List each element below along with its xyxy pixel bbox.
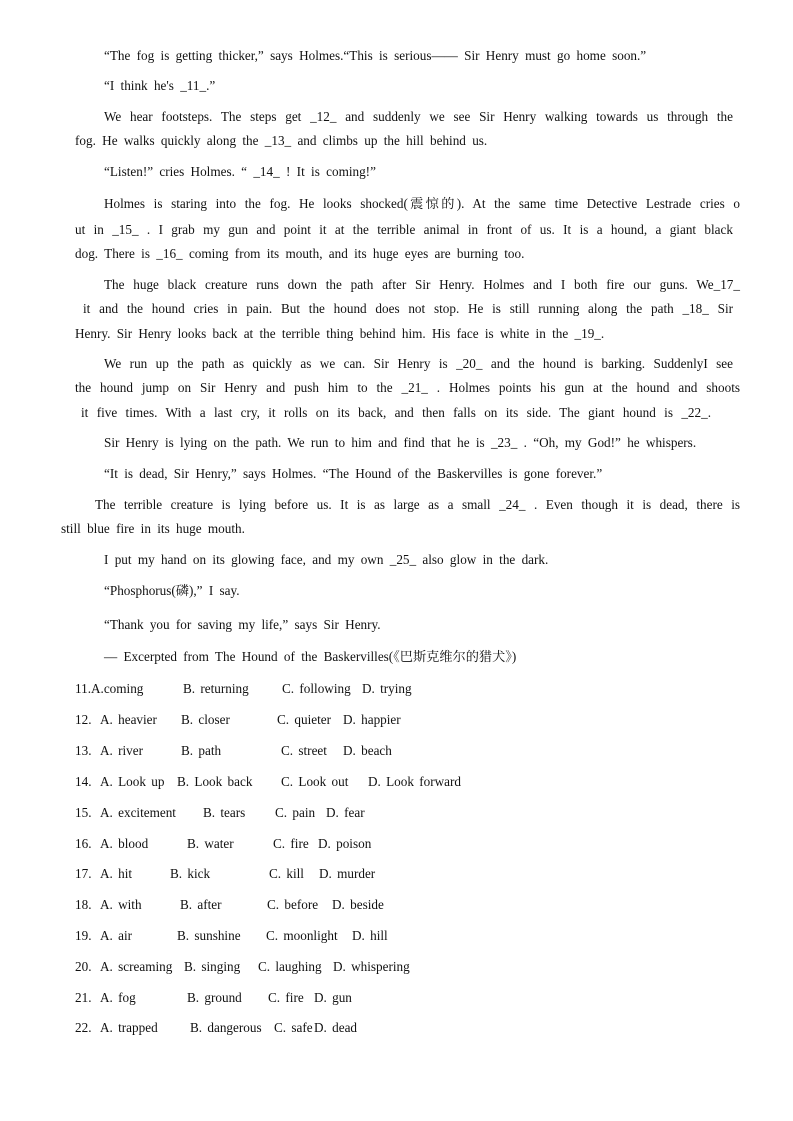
option-c: C. following: [282, 681, 351, 696]
passage-line: I put my hand on its glowing face, and my own _25_ also glow in the dark.: [104, 552, 549, 567]
option-d: D. murder: [319, 866, 376, 881]
option-c: C. laughing: [258, 959, 322, 974]
option-b: B. returning: [183, 681, 249, 696]
question-number: 22.: [75, 1020, 92, 1035]
question-number: 13.: [75, 743, 92, 758]
question-number: 16.: [75, 836, 92, 851]
option-b: B. ground: [187, 990, 242, 1005]
question-number: 20.: [75, 959, 92, 974]
option-a: A. with: [100, 897, 142, 912]
option-d: D. fear: [326, 805, 365, 820]
option-d: D. whispering: [333, 959, 410, 974]
option-c: C. street: [281, 743, 327, 758]
option-a: A. excitement: [100, 805, 176, 820]
option-c: C. before: [267, 897, 319, 912]
option-c: C. moonlight: [266, 928, 338, 943]
passage-line: “Thank you for saving my life,” says Sir Henry.: [104, 617, 381, 632]
option-a: A. heavier: [100, 712, 157, 727]
option-a: 11.A.coming: [75, 681, 144, 696]
source-citation: — Excerpted from The Hound of the Baskervilles(《巴斯克维尔的猎犬》): [104, 649, 517, 664]
passage-line: Henry. Sir Henry looks back at the terrible thing behind him. His face is white in the _19_.: [75, 326, 605, 341]
option-d: D. trying: [362, 681, 412, 696]
question-number: 11.: [75, 681, 91, 696]
passage-line: “Phosphorus(磷),” I say.: [104, 583, 240, 598]
option-b: B. dangerous: [190, 1020, 262, 1035]
option-b: B. closer: [181, 712, 230, 727]
option-d: D. gun: [314, 990, 352, 1005]
option-b: B. water: [187, 836, 234, 851]
passage-line: the hound jump on Sir Henry and push him to the _21_ . Holmes points his gun at the hound and shoots: [75, 380, 740, 395]
option-a: A. fog: [100, 990, 136, 1005]
question-number: 19.: [75, 928, 92, 943]
option-c: C. safe: [274, 1020, 313, 1035]
option-c: C. fire: [268, 990, 304, 1005]
option-b: B. singing: [184, 959, 241, 974]
option-d: D. dead: [314, 1020, 358, 1035]
passage-line: Sir Henry is lying on the path. We run to him and find that he is _23_ . “Oh, my God!” he whispers.: [104, 435, 697, 450]
passage-line: “I think he's _11_.”: [104, 78, 216, 93]
option-a: A. trapped: [100, 1020, 158, 1035]
passage-line: Holmes is staring into the fog. He looks shocked(震惊的). At the same time Detective Lestrade cries o: [104, 196, 740, 211]
option-c: C. pain: [275, 805, 316, 820]
option-a: A. blood: [100, 836, 149, 851]
option-b: B. tears: [203, 805, 246, 820]
option-a: A. air: [100, 928, 133, 943]
question-number: 14.: [75, 774, 92, 789]
passage-line: fog. He walks quickly along the _13_ and climbs up the hill behind us.: [75, 133, 488, 148]
option-c: C. quieter: [277, 712, 332, 727]
option-a: A. river: [100, 743, 144, 758]
option-a: A. screaming: [100, 959, 173, 974]
option-b: B. kick: [170, 866, 211, 881]
passage-line: “The fog is getting thicker,” says Holmes.“This is serious—— Sir Henry must go home soon.”: [104, 48, 647, 63]
option-d: D. hill: [352, 928, 388, 943]
option-d: D. Look forward: [368, 774, 461, 789]
passage-line: still blue fire in its huge mouth.: [61, 521, 245, 536]
option-b: B. Look back: [177, 774, 253, 789]
option-d: D. poison: [318, 836, 372, 851]
option-d: D. beside: [332, 897, 384, 912]
question-number: 12.: [75, 712, 92, 727]
option-b: B. after: [180, 897, 222, 912]
option-a: A. Look up: [100, 774, 165, 789]
passage-line: The huge black creature runs down the path after Sir Henry. Holmes and I both fire our guns. We_17_: [104, 277, 740, 292]
passage-line: “It is dead, Sir Henry,” says Holmes. “The Hound of the Baskervilles is gone forever.”: [104, 466, 603, 481]
passage-line: “Listen!” cries Holmes. “ _14_ ! It is coming!”: [104, 164, 376, 179]
passage-line: We hear footsteps. The steps get _12_ and suddenly we see Sir Henry walking towards us through the: [104, 109, 733, 124]
option-b: B. sunshine: [177, 928, 241, 943]
option-c: C. kill: [269, 866, 304, 881]
option-a: A. hit: [100, 866, 133, 881]
passage-line: ut in _15_ . I grab my gun and point it at the terrible animal in front of us. It is a hound, a giant black: [75, 222, 733, 237]
passage-line: it and the hound cries in pain. But the hound does not stop. He is still running along the path _18_ Sir: [83, 301, 733, 316]
option-d: D. beach: [343, 743, 392, 758]
option-b: B. path: [181, 743, 222, 758]
passage-line: it five times. With a last cry, it rolls on its back, and then falls on its side. The giant hound is _22_.: [81, 405, 711, 420]
option-d: D. happier: [343, 712, 401, 727]
question-number: 15.: [75, 805, 92, 820]
question-number: 18.: [75, 897, 92, 912]
passage-line: The terrible creature is lying before us. It is as large as a small _24_ . Even though it is dead, there is: [95, 497, 740, 512]
passage-line: We run up the path as quickly as we can. Sir Henry is _20_ and the hound is barking. SuddenlyI see: [104, 356, 733, 371]
option-c: C. Look out: [281, 774, 349, 789]
passage-line: dog. There is _16_ coming from its mouth, and its huge eyes are burning too.: [75, 246, 525, 261]
question-number: 21.: [75, 990, 92, 1005]
option-c: C. fire: [273, 836, 309, 851]
question-number: 17.: [75, 866, 92, 881]
